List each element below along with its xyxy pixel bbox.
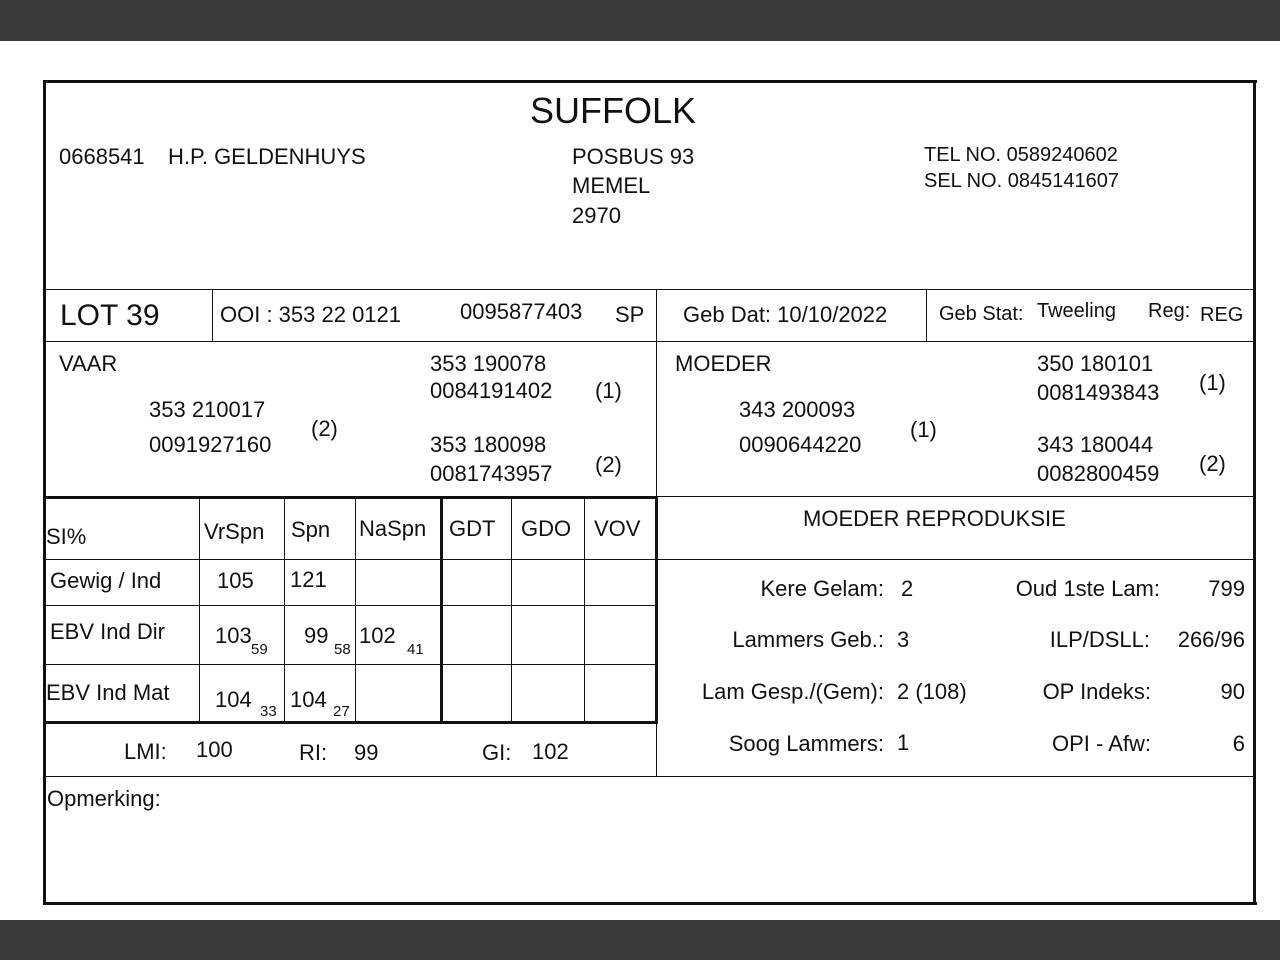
- header-vrspn: VrSpn: [204, 519, 265, 544]
- owner-name: H.P. GELDENHUYS: [168, 144, 366, 169]
- card-border-bottom: [43, 902, 1257, 905]
- bottom-dark-bar: [0, 920, 1280, 960]
- address-line-1: POSBUS 93: [572, 144, 695, 169]
- dam-parent1-number: 0081493843: [1037, 380, 1160, 405]
- repro-opi-label: OPI - Afw:: [1051, 731, 1151, 756]
- row-ebv-dir-label: EBV Ind Dir: [50, 619, 165, 644]
- row-ebv-mat-spn: 104: [290, 687, 327, 712]
- dam-label: MOEDER: [675, 351, 772, 376]
- tel-number: TEL NO. 0589240602: [924, 144, 1118, 166]
- repro-oud-value: 799: [1208, 576, 1245, 601]
- sire-parent1-marker: (1): [595, 378, 622, 403]
- perf-border-top: [43, 496, 658, 499]
- perf-divider-row1: [43, 605, 658, 606]
- gi-label: GI:: [482, 740, 512, 765]
- perf-col-divider-2: [284, 496, 285, 723]
- repro-gesp-label: Lam Gesp./(Gem):: [701, 679, 884, 704]
- repro-geb-value: 3: [897, 627, 910, 652]
- dam-number: 0090644220: [739, 432, 862, 457]
- row-ebv-mat-vrspn: 104: [215, 687, 252, 712]
- sire-marker: (2): [311, 416, 338, 441]
- divider-header: [43, 289, 1256, 290]
- dam-parent2-id: 343 180044: [1037, 432, 1154, 457]
- divider-dam-repro: [657, 496, 1256, 497]
- perf-border-bottom: [43, 721, 658, 724]
- sire-parent2-number: 0081743957: [430, 461, 553, 486]
- repro-gesp-value: 2 (108): [897, 679, 967, 704]
- sire-number: 0091927160: [149, 432, 272, 457]
- perf-col-divider-1: [199, 496, 200, 723]
- ewe-id: OOI : 353 22 0121: [220, 302, 402, 327]
- row-ebv-dir-naspn: 102: [359, 623, 396, 648]
- owner-id: 0668541: [59, 144, 145, 169]
- repro-op-label: OP Indeks:: [1042, 679, 1151, 704]
- lot-ooi-divider: [212, 289, 213, 341]
- sire-parent2-id: 353 180098: [430, 432, 547, 457]
- row-gewig-vrspn: 105: [217, 568, 254, 593]
- perf-col-divider-4: [440, 496, 443, 724]
- perf-col-divider-6: [584, 496, 585, 723]
- repro-soog-label: Soog Lammers:: [728, 731, 884, 756]
- perf-divider-header: [43, 559, 658, 560]
- header-naspn: NaSpn: [359, 516, 427, 541]
- dam-marker: (1): [910, 417, 937, 442]
- perf-col-divider-3: [355, 496, 356, 723]
- dam-parent2-marker: (2): [1199, 451, 1226, 476]
- repro-oud-label: Oud 1ste Lam:: [1015, 576, 1160, 601]
- dam-id: 343 200093: [739, 397, 856, 422]
- address-line-3: 2970: [572, 203, 621, 228]
- card-border-top: [43, 80, 1257, 83]
- ri-label: RI:: [299, 740, 328, 765]
- lot-number: LOT 39: [60, 299, 160, 332]
- breed-title: SUFFOLK: [530, 90, 697, 131]
- row-gewig-spn: 121: [290, 567, 327, 592]
- sire-parent2-marker: (2): [595, 452, 622, 477]
- top-dark-bar: [0, 0, 1280, 41]
- repro-opi-value: 6: [1232, 731, 1245, 756]
- repro-title-divider: [657, 559, 1256, 560]
- sire-id: 353 210017: [149, 397, 266, 422]
- repro-kere-label: Kere Gelam:: [760, 576, 884, 601]
- birth-stat-value: Tweeling: [1037, 300, 1116, 322]
- header-gdo: GDO: [521, 516, 572, 541]
- dam-parent2-number: 0082800459: [1037, 461, 1160, 486]
- birth-date: Geb Dat: 10/10/2022: [683, 302, 888, 327]
- perf-col-divider-5: [511, 496, 512, 723]
- row-ebv-mat-label: EBV Ind Mat: [46, 680, 170, 705]
- header-si: SI%: [46, 524, 87, 549]
- repro-title: MOEDER REPRODUKSIE: [803, 506, 1066, 531]
- row-ebv-mat-spn-acc: 27: [333, 703, 350, 720]
- row-ebv-mat-vrspn-acc: 33: [260, 703, 277, 720]
- sire-label: VAAR: [59, 351, 118, 376]
- ewe-code: SP: [615, 302, 645, 327]
- geb-divider: [926, 289, 927, 341]
- card-border-right: [1253, 80, 1256, 905]
- sel-number: SEL NO. 0845141607: [924, 170, 1119, 192]
- row-ebv-dir-vrspn-acc: 59: [251, 641, 268, 658]
- lmi-value: 100: [196, 737, 233, 762]
- repro-geb-label: Lammers Geb.:: [732, 627, 884, 652]
- ewe-number: 0095877403: [460, 299, 583, 324]
- row-ebv-dir-naspn-acc: 41: [407, 641, 424, 658]
- address-line-2: MEMEL: [572, 173, 651, 198]
- sire-parent1-id: 353 190078: [430, 351, 547, 376]
- lmi-label: LMI:: [124, 739, 167, 764]
- repro-kere-value: 2: [901, 576, 914, 601]
- header-gdt: GDT: [449, 516, 496, 541]
- divider-lot-row: [43, 341, 1256, 342]
- birth-stat-label: Geb Stat:: [939, 303, 1024, 325]
- reg-value: REG: [1200, 304, 1244, 326]
- repro-ilp-value: 266/96: [1177, 627, 1245, 652]
- row-ebv-dir-vrspn: 103: [215, 623, 252, 648]
- reg-label: Reg:: [1148, 300, 1191, 322]
- header-vov: VOV: [594, 516, 641, 541]
- row-ebv-dir-spn: 99: [304, 623, 329, 648]
- card-border-left: [43, 80, 46, 905]
- ri-value: 99: [354, 740, 379, 765]
- repro-op-value: 90: [1220, 679, 1245, 704]
- repro-soog-value: 1: [897, 730, 910, 755]
- dam-parent1-id: 350 180101: [1037, 351, 1154, 376]
- perf-divider-row2: [43, 664, 658, 665]
- divider-remarks: [43, 776, 1256, 777]
- gi-value: 102: [532, 739, 569, 764]
- row-ebv-dir-spn-acc: 58: [334, 641, 351, 658]
- dam-parent1-marker: (1): [1199, 370, 1226, 395]
- row-gewig-label: Gewig / Ind: [50, 568, 162, 593]
- header-spn: Spn: [291, 517, 331, 542]
- remarks-label: Opmerking:: [47, 786, 161, 811]
- sire-parent1-number: 0084191402: [430, 378, 553, 403]
- repro-ilp-label: ILP/DSLL:: [1049, 627, 1150, 652]
